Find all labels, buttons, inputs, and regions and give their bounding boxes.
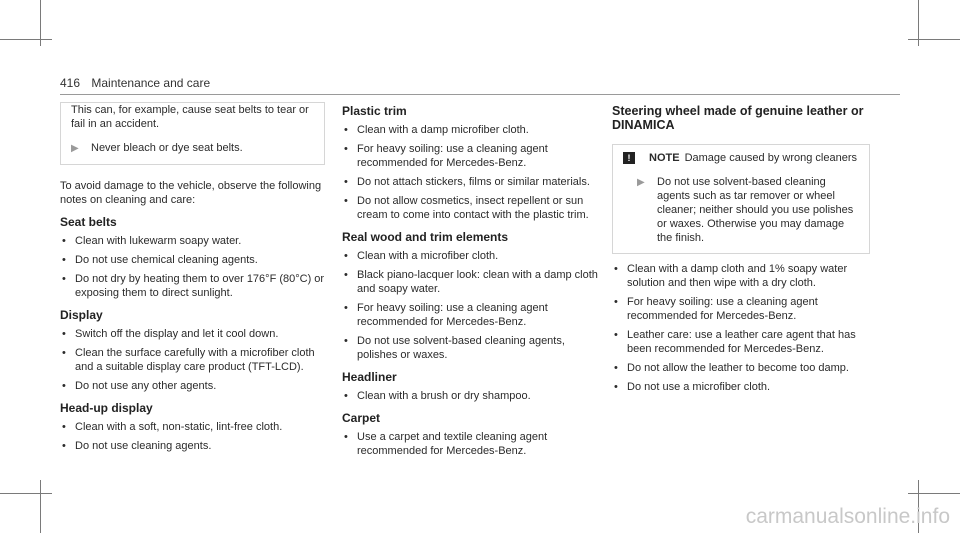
crop-mark xyxy=(908,493,960,494)
bullet-icon: • xyxy=(344,250,348,262)
list-item: • Switch off the display and let it cool down. xyxy=(62,328,279,340)
section-title: Maintenance and care xyxy=(91,76,211,90)
list-item: • For heavy soiling: use a cleaning agent recommended for Mercedes-Benz. xyxy=(344,143,548,169)
bullet-list xyxy=(60,234,325,300)
section-heading-seat-belts: Seat belts xyxy=(60,215,117,229)
list-item: • Do not use cleaning agents. xyxy=(62,440,212,452)
list-item: • Clean with a brush or dry shampoo. xyxy=(344,390,531,402)
list-item: • Clean with a microfiber cloth. xyxy=(344,250,499,262)
bullet-icon: • xyxy=(614,263,618,275)
arrow-icon: ▶ xyxy=(71,143,79,154)
bullet-icon: • xyxy=(62,440,66,452)
bullet-icon: • xyxy=(344,124,348,136)
bullet-icon: • xyxy=(344,302,348,314)
list-item: • Do not dry by heating them to over 176°F (80°C) or exposing them to direct sunlight. xyxy=(62,273,325,299)
bullet-list xyxy=(342,430,604,458)
list-item: • Do not use chemical cleaning agents. xyxy=(62,254,258,266)
bullet-icon: • xyxy=(62,235,66,247)
watermark-text: carmanualsonline.info xyxy=(745,505,950,528)
instruction-step xyxy=(623,175,859,245)
list-item: • For heavy soiling: use a cleaning agent recommended for Mercedes-Benz. xyxy=(614,296,818,322)
list-item: • For heavy soiling: use a cleaning agent recommended for Mercedes-Benz. xyxy=(344,302,548,328)
bullet-list xyxy=(342,123,604,222)
list-item: • Clean with lukewarm soapy water. xyxy=(62,235,242,247)
note-label: NOTE xyxy=(649,152,680,164)
bullet-icon: • xyxy=(614,362,618,374)
list-item: • Do not allow the leather to become too damp. xyxy=(614,362,849,374)
section-heading-carpet: Carpet xyxy=(342,411,381,425)
warning-continuation-box xyxy=(60,102,325,165)
bullet-icon: • xyxy=(62,273,66,285)
bullet-list xyxy=(612,262,870,394)
column-right xyxy=(612,104,870,394)
instruction-text: Never bleach or dye seat belts. xyxy=(91,142,243,154)
list-item: • Leather care: use a leather care agent that has been recommended for Mercedes-Benz. xyxy=(614,329,856,355)
list-item: • Do not allow cosmetics, insect repellent or sun cream to come into contact with the plastic trim. xyxy=(344,195,589,221)
warning-text: This can, for example, cause seat belts to tear or fail in an accident. xyxy=(71,104,309,130)
bullet-icon: • xyxy=(62,421,66,433)
list-item: • Clean the surface carefully with a microfiber cloth and a suitable display care product (TFT-LCD). xyxy=(62,347,315,373)
bullet-list xyxy=(60,327,325,393)
list-item: • Clean with a damp microfiber cloth. xyxy=(344,124,529,136)
instruction-step xyxy=(71,141,314,156)
column-middle xyxy=(342,104,604,458)
crop-mark xyxy=(908,39,960,40)
bullet-icon: • xyxy=(614,329,618,341)
note-header xyxy=(623,151,859,165)
bullet-icon: • xyxy=(344,176,348,188)
header-rule xyxy=(60,94,900,95)
bullet-icon: • xyxy=(344,335,348,347)
list-item: • Clean with a damp cloth and 1% soapy water solution and then wipe with a dry cloth. xyxy=(614,263,848,289)
list-item: • Use a carpet and textile cleaning agent recommended for Mercedes-Benz. xyxy=(344,431,548,457)
section-heading-real-wood: Real wood and trim elements xyxy=(342,230,509,244)
bullet-icon: • xyxy=(62,254,66,266)
bullet-list xyxy=(60,420,325,453)
bullet-icon: • xyxy=(344,431,348,443)
warning-icon: ! xyxy=(623,152,635,164)
section-heading-head-up-display: Head-up display xyxy=(60,401,153,415)
list-item: • Do not use a microfiber cloth. xyxy=(614,381,771,393)
bullet-icon: • xyxy=(344,390,348,402)
page-number: 416 xyxy=(60,76,81,90)
list-item: • Clean with a soft, non-static, lint-free cloth. xyxy=(62,421,283,433)
bullet-icon: • xyxy=(62,347,66,359)
crop-mark xyxy=(40,480,41,533)
section-heading-display: Display xyxy=(60,308,103,322)
crop-mark xyxy=(0,493,52,494)
bullet-icon: • xyxy=(344,143,348,155)
column-left xyxy=(60,104,325,453)
intro-paragraph: To avoid damage to the vehicle, observe the following notes on cleaning and care: xyxy=(60,180,322,206)
bullet-icon: • xyxy=(344,195,348,207)
note-text: Damage caused by wrong cleaners xyxy=(684,152,857,164)
list-item: • Black piano-lacquer look: clean with a damp cloth and soapy water. xyxy=(344,269,598,295)
section-heading-plastic-trim: Plastic trim xyxy=(342,104,407,118)
bullet-list xyxy=(342,249,604,362)
list-item: • Do not use any other agents. xyxy=(62,380,217,392)
bullet-icon: • xyxy=(614,381,618,393)
note-box xyxy=(612,144,870,254)
instruction-text: Do not use solvent-based cleaning agents such as tar remover or wheel cleaner; neither should you use polishes or waxes. Otherwise you may damage the finish. xyxy=(657,176,854,244)
page-header xyxy=(60,76,210,90)
bullet-icon: • xyxy=(614,296,618,308)
bullet-icon: • xyxy=(62,380,66,392)
list-item: • Do not attach stickers, films or similar materials. xyxy=(344,176,590,188)
section-heading-headliner: Headliner xyxy=(342,370,397,384)
bullet-icon: • xyxy=(344,269,348,281)
list-item: • Do not use solvent-based cleaning agents, polishes or waxes. xyxy=(344,335,565,361)
bullet-list xyxy=(342,389,604,403)
arrow-icon: ▶ xyxy=(637,177,645,188)
bullet-icon: • xyxy=(62,328,66,340)
crop-mark xyxy=(0,39,52,40)
section-heading-steering-wheel: Steering wheel made of genuine leather or DINAMICA xyxy=(612,104,864,132)
